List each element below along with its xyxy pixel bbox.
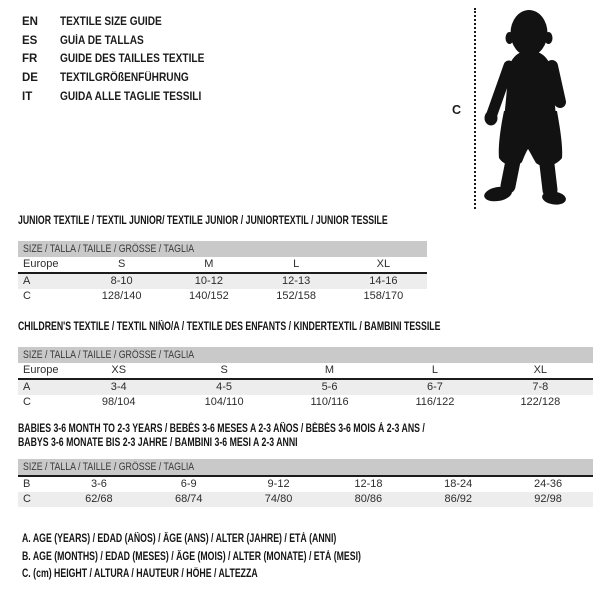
table-junior-textile (18, 214, 427, 304)
table-title-text: JUNIOR TEXTILE / TEXTIL JUNIOR/ TEXTILE JUNIOR / JUNIORTEXTIL / JUNIOR TESSILE (18, 215, 388, 227)
measure-label-c: C (452, 103, 462, 117)
toddler-silhouette-icon (483, 8, 580, 208)
language-row (22, 13, 224, 32)
size-header-bar (18, 459, 593, 477)
table-cell: 122/128 (520, 396, 561, 408)
table-cell: 128/140 (101, 290, 142, 302)
legend-line-text: C. (cm) HEIGHT / ALTURA / HAUTEUR / HÖHE / ALTEZZA (22, 568, 258, 580)
language-title (60, 91, 221, 103)
legend-line-text: B. AGE (MONTHS) / EDAD (MESES) / ÂGE (MOIS) / ALTER (MONATE) / ETÀ (MESI) (22, 550, 361, 563)
table-cell: L (293, 258, 300, 270)
height-measure-line (474, 8, 476, 209)
legend-line-text: A. AGE (YEARS) / EDAD (AÑOS) / ÂGE (ANS) / ALTER (JAHRE) / ETÀ (ANNI) (22, 533, 337, 545)
table-cell: 104/110 (204, 396, 244, 408)
table-title (18, 320, 593, 334)
language-title-text: GUIDE DES TAILLES TEXTILE (60, 53, 205, 66)
language-title (60, 35, 155, 47)
table-cell: 152/158 (276, 290, 316, 302)
table-cell: 24-36 (533, 478, 563, 490)
table-cell: 74/80 (264, 493, 293, 505)
table-cell: 7-8 (532, 381, 549, 393)
table-cell: 6-9 (180, 478, 197, 490)
table-title (18, 214, 427, 228)
language-code: DE (22, 72, 38, 85)
table-babies-textile (18, 422, 593, 507)
table-cell: 158/170 (363, 290, 404, 302)
table-title-text: BABYS 3-6 MONATE BIS 2-3 JAHRE / BAMBINI 3-6 MESI A 2-3 ANNI (18, 437, 298, 449)
table-cell: 18-24 (444, 478, 473, 490)
table-title-text: CHILDREN'S TEXTILE / TEXTIL NIÑO/A / TEXTILE DES ENFANTS / KINDERTEXTIL / BAMBINI TESSILE (18, 321, 441, 333)
row-label: B (23, 478, 31, 490)
table-cell: M (204, 258, 214, 270)
legend (22, 531, 468, 584)
table-row (18, 492, 593, 507)
row-label: A (23, 275, 31, 287)
table-cell: XL (376, 258, 391, 270)
table-cell: 14-16 (369, 275, 398, 287)
row-label: Europe (23, 258, 59, 270)
table-title-text: BABIES 3-6 MONTH TO 2-3 YEARS / BEBÉS 3-6 MESES A 2-3 AÑOS / BÉBÉS 3-6 MOIS À 2-3 ANS / (18, 423, 425, 435)
language-list (22, 13, 224, 106)
language-title-text: GUIDA ALLE TAGLIE TESSILI (60, 90, 202, 103)
language-title (60, 53, 224, 65)
table-cell: 92/98 (534, 493, 562, 505)
language-title-text: TEXTILE SIZE GUIDE (60, 16, 162, 29)
language-row (22, 50, 224, 69)
size-header-text: SIZE / TALLA / TAILLE / GRÖSSE / TAGLIA (23, 461, 195, 473)
table-row (18, 257, 427, 274)
table-title (18, 422, 593, 436)
row-label: A (23, 381, 31, 393)
table-cell: 140/152 (188, 290, 229, 302)
table-cell: XS (111, 364, 127, 376)
table-cell: 5-6 (321, 381, 338, 393)
table-cell: 3-4 (110, 381, 127, 393)
table-cell: 110/116 (310, 396, 349, 408)
legend-line (22, 549, 468, 567)
table-row (18, 380, 593, 395)
language-code: ES (22, 34, 38, 47)
table-cell: S (220, 364, 228, 376)
table-cell: 4-5 (216, 381, 233, 393)
table-children-textile (18, 320, 593, 410)
table-cell: 8-10 (110, 275, 133, 287)
table-row (18, 274, 427, 289)
table-cell: 116/122 (415, 396, 455, 408)
table-cell: 12-18 (354, 478, 383, 490)
language-title (60, 16, 176, 28)
table-cell: 3-6 (90, 478, 107, 490)
row-label: C (23, 493, 31, 505)
table-row (18, 289, 427, 304)
size-header-text: SIZE / TALLA / TAILLE / GRÖSSE / TAGLIA (23, 349, 195, 361)
language-title-text: TEXTILGRÖßENFÜHRUNG (60, 72, 189, 85)
language-row (22, 32, 224, 51)
table-cell: 68/74 (174, 493, 203, 505)
table-cell: XL (533, 364, 548, 376)
table-cell: 10-12 (194, 275, 223, 287)
size-header-text: SIZE / TALLA / TAILLE / GRÖSSE / TAGLIA (23, 243, 195, 255)
table-cell: 6-7 (426, 381, 443, 393)
language-code: FR (22, 53, 38, 66)
row-label: C (23, 396, 31, 408)
table-cell: L (431, 364, 438, 376)
table-cell: 12-13 (282, 275, 311, 287)
table-row (18, 477, 593, 492)
language-title-text: GUÍA DE TALLAS (60, 34, 144, 47)
table-cell: 62/68 (85, 493, 113, 505)
table-cell: S (117, 258, 126, 270)
table-cell: 80/86 (354, 493, 383, 505)
language-row (22, 69, 224, 88)
language-row (22, 87, 224, 106)
table-title (18, 436, 593, 450)
language-code: EN (22, 16, 38, 29)
table-cell: 86/92 (444, 493, 472, 505)
size-header-bar (18, 347, 593, 363)
language-code: IT (22, 90, 33, 103)
table-cell: 98/104 (101, 396, 136, 408)
table-cell: 9-12 (267, 478, 290, 490)
table-cell: M (324, 364, 335, 376)
legend-line (22, 566, 468, 584)
language-title (60, 72, 206, 84)
row-label: C (23, 290, 31, 302)
row-label: Europe (23, 364, 59, 376)
legend-line (22, 531, 468, 549)
table-row (18, 395, 593, 410)
size-header-bar (18, 241, 427, 257)
table-row (18, 363, 593, 380)
